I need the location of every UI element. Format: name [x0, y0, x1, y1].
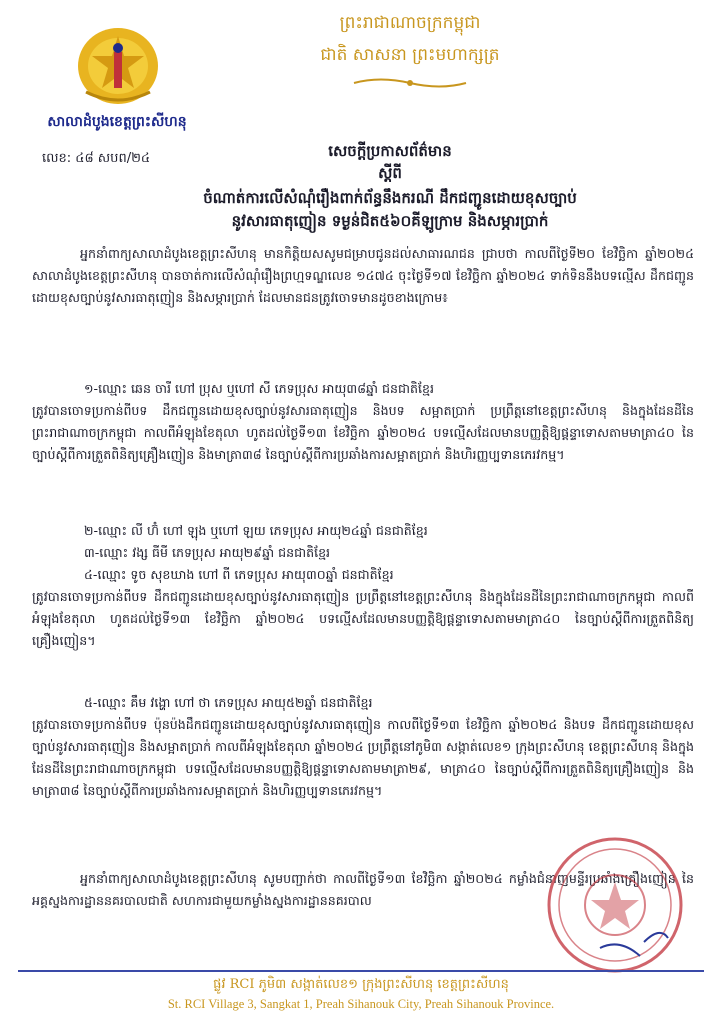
document-title: សេចក្តីប្រកាសព័ត៌មាន	[328, 142, 452, 160]
paragraph-charges-2: ត្រូវបានចោទប្រកាន់ពីបទ ដឹកជញ្ជូនដោយខុសច្បាប់នូវសារធាតុញៀន ប្រព្រឹត្តនៅខេត្តព្រះសីហនុ និងក្នុងដែនដីនៃព្រះរាជាណាចក្រកម្ពុជា កាលពីអំឡុងខែតុលា ហូតដល់ថ្ងៃទី១៣ ខែវិច្ឆិកា ឆ្នាំ២០២៤ បទល្មើសដែលមានបញ្ញត្តិឱ្យផ្តន្ទាទោសតាមមាត្រា៤០ នៃច្បាប់ស្តីពីការត្រួតពិនិត្យគ្រឿងញៀន។	[32, 589, 694, 648]
footer-address-english: St. RCI Village 3, Sangkat 1, Preah Sihanouk City, Preah Sihanouk Province.	[167, 997, 555, 1011]
paragraph-charges-3: ត្រូវបានចោទប្រកាន់ពីបទ ប៉ុនប៉ងដឹកជញ្ជូនដោយខុសច្បាប់នូវសារធាតុញៀន កាលពីថ្ងៃទី១៣ ខែវិច្ឆិកា ឆ្នាំ២០២៤ និងបទ ដឹកជញ្ជូនដោយខុសច្បាប់នូវសារធាតុញៀន និងសម្អាតប្រាក់ កាលពីអំឡុងខែតុលា ឆ្នាំ២០២៤ ប្រព្រឹត្តនៅភូមិ៣ សង្កាត់លេខ១ ក្រុងព្រះសីហនុ ខេត្តព្រះសីហនុ និងក្នុងដែនដីនៃព្រះរាជាណាចក្រកម្ពុជា បទល្មើសដែលមានបញ្ញត្តិឱ្យផ្តន្ទាទោសតាមមាត្រា២៩, មាត្រា៤០ នៃច្បាប់ស្តីពីការត្រួតពិនិត្យគ្រឿងញៀន និងមាត្រា៣៨ នៃច្បាប់ស្តីពីការប្រឆាំងការសម្អាតប្រាក់ និងហិរញ្ញប្បទានភេរវកម្ម។	[32, 717, 694, 798]
title-subject-line1: ចំណាត់ការលើសំណុំរឿងពាក់ព័ន្ធនឹងករណី ដឹកជញ្ជូនដោយខុសច្បាប់	[203, 189, 577, 207]
accused-4: ៤-ឈ្មោះ ទូច សុខឃាង ហៅ ពី ភេទប្រុស អាយុ៣០ឆ្នាំ ជនជាតិខ្មែរ	[84, 567, 394, 582]
title-subject-line2: នូវសារធាតុញៀន ទម្ងន់ជិត៥៦០គីឡូក្រាម និងសម្ភារប្រាក់	[231, 212, 549, 230]
reference-number: លេខ: ៤៨ សបព/២៤	[42, 151, 151, 166]
accused-3: ៣-ឈ្មោះ វង្ស ធីមី ភេទប្រុស អាយុ២៩ឆ្នាំ ជនជាតិខ្មែរ	[84, 545, 331, 560]
accused-2: ២-ឈ្មោះ លី ហ៊ំ ហៅ ឡុង ឬហៅ ឡយ ភេទប្រុស អាយុ២៤ឆ្នាំ ជនជាតិខ្មែរ	[84, 523, 428, 538]
kingdom-heading: ព្រះរាជាណាចក្រកម្ពុជា	[339, 13, 481, 33]
paragraph-charges-1: ត្រូវបានចោទប្រកាន់ពីបទ ដឹកជញ្ជូនដោយខុសច្បាប់នូវសារធាតុញៀន និងបទ សម្អាតប្រាក់ ប្រព្រឹត្តនៅខេត្តព្រះសីហនុ និងក្នុងដែនដីនៃព្រះរាជាណាចក្រកម្ពុជា កាលពីអំឡុងខែតុលា ហូតដល់ថ្ងៃទី១៣ ខែវិច្ឆិកា ឆ្នាំ២០២៤ បទល្មើសដែលមានបញ្ញត្តិឱ្យផ្តន្ទាទោសតាមមាត្រា៤០ នៃច្បាប់ស្តីពីការត្រួតពិនិត្យគ្រឿងញៀន និងមាត្រា៣៨ នៃច្បាប់ស្តីពីការប្រឆាំងការសម្អាតប្រាក់ និងហិរញ្ញប្បទានភេរវកម្ម។	[32, 403, 694, 462]
official-seal-icon	[540, 830, 690, 980]
accused-5: ៥-ឈ្មោះ គឹម វង្ហោ ហៅ ថា ភេទប្រុស អាយុ៥២ឆ្នាំ ជនជាតិខ្មែរ	[84, 695, 373, 710]
footer-address-khmer: ផ្លូវ RCI ភូមិ៣ សង្កាត់លេខ១ ក្រុងព្រះសីហនុ ខេត្តព្រះសីហនុ	[213, 977, 509, 992]
title-subject-label: ស្តីពី	[378, 164, 402, 182]
court-emblem-icon	[72, 22, 164, 108]
paragraph-spokesperson: អ្នកនាំពាក្យសាលាដំបូងខេត្តព្រះសីហនុ សូមបញ្ជាក់ថា កាលពីថ្ងៃទី១៣ ខែវិច្ឆិកា ឆ្នាំ២០២៤ កម្លាំងជំនាញមន្ទីរប្រឆាំងគ្រឿងញៀន នៃអគ្គស្នងការដ្ឋាននគរបាលជាតិ សហការជាមួយកម្លាំងស្នងការដ្ឋាននគរបាល	[32, 871, 694, 908]
court-name: សាលាដំបូងខេត្តព្រះសីហនុ	[47, 114, 187, 130]
paragraph-intro: អ្នកនាំពាក្យសាលាដំបូងខេត្តព្រះសីហនុ មានកិត្តិយសសូមជម្រាបជូនដល់សាធារណជន ជ្រាបថា កាលពីថ្ងៃទី២០ ខែវិច្ឆិកា ឆ្នាំ២០២៤ សាលាដំបូងខេត្តព្រះសីហនុ បានចាត់ការលើសំណុំរឿងព្រហ្មទណ្ឌលេខ ១៤៧៤ ចុះថ្ងៃទី១៧ ខែវិច្ឆិកា ឆ្នាំ២០២៤ ទាក់ទិននឹងបទល្មើស ដឹកជញ្ជូនដោយខុសច្បាប់នូវសារធាតុញៀន និងសម្ភារប្រាក់ ដែលមានជនត្រូវចោទមានដូចខាងក្រោម៖	[32, 246, 694, 305]
footer-divider	[18, 970, 704, 972]
ornament-divider-icon	[350, 75, 470, 89]
accused-1: ១-ឈ្មោះ ឆេន ចារី ហៅ ប្រុស ឬហៅ សី ភេទប្រុស អាយុ៣៨ឆ្នាំ ជនជាតិខ្មែរ	[84, 381, 435, 396]
national-motto: ជាតិ សាសនា ព្រះមហាក្សត្រ	[320, 45, 500, 65]
